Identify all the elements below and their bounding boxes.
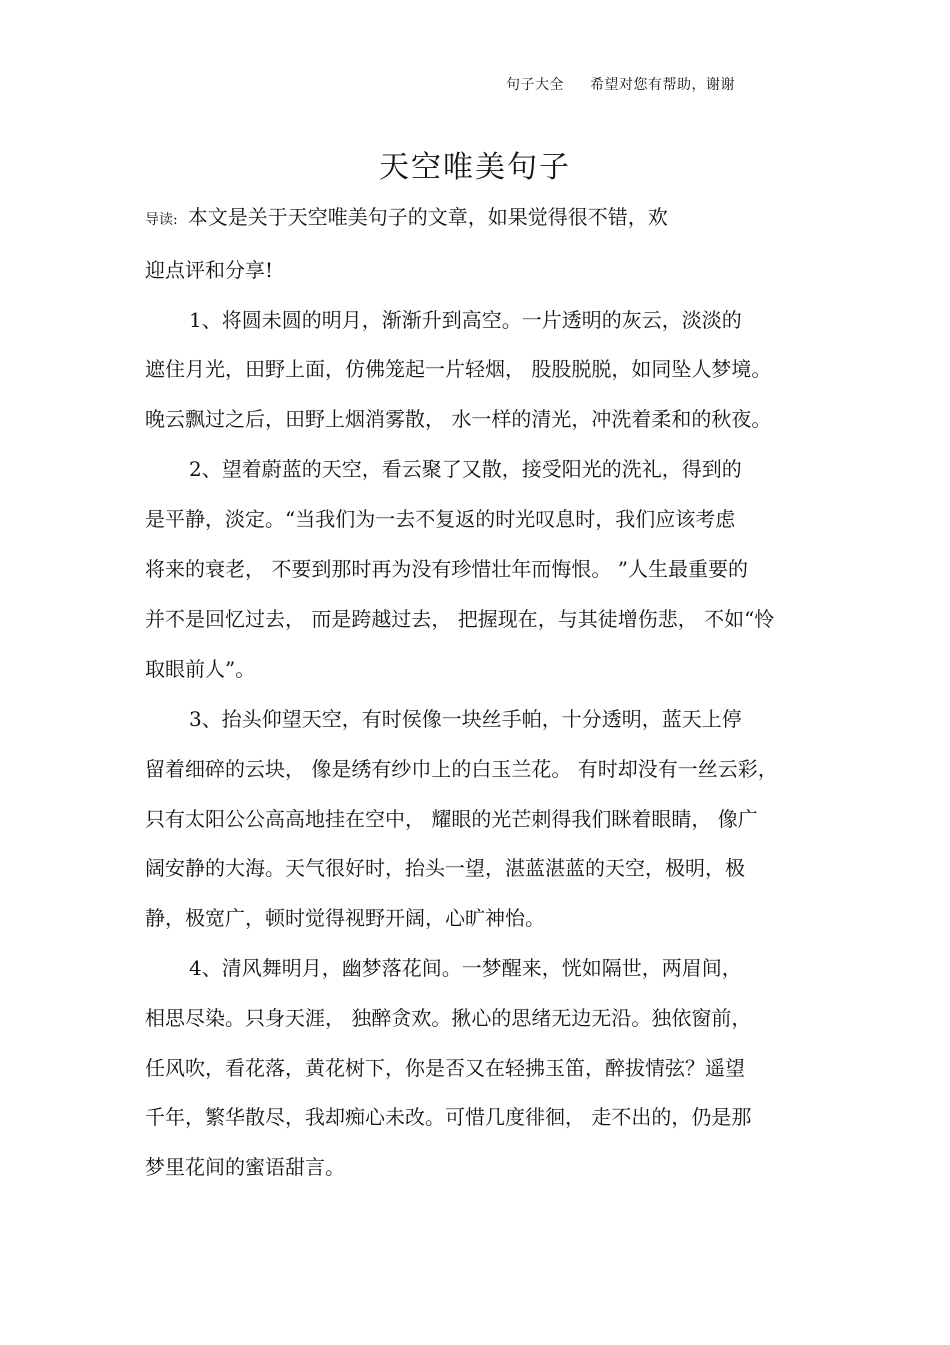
intro-line-2: 迎点评和分享!: [145, 258, 274, 282]
intro-text-1: 本文是关于天空唯美句子的文章，如果觉得很不错，欢: [187, 205, 668, 229]
paragraph-4-line-2: 相思尽染。只身天涯， 独醉贪欢。揪心的思绪无边无沿。独依窗前，: [145, 1006, 752, 1030]
paragraph-2-line-1: 2、望着蔚蓝的天空，看云聚了又散，接受阳光的洗礼，得到的: [189, 457, 742, 481]
paragraph-3-line-4: 阔安静的大海。天气很好时，抬头一望，湛蓝湛蓝的天空，极明，极: [145, 856, 745, 880]
paragraph-1-line-2: 遮住月光，田野上面，仿佛笼起一片轻烟， 股股脱脱，如同坠人梦境。: [145, 357, 772, 381]
paragraph-2-line-3: 将来的衰老， 不要到那时再为没有珍惜壮年而悔恨。 ”人生最重要的: [145, 557, 748, 581]
paragraph-2-line-4: 并不是回忆过去， 而是跨越过去， 把握现在，与其徒增伤悲， 不如“怜: [145, 607, 775, 631]
document-title: 天空唯美句子: [379, 150, 571, 185]
intro-label: 导读:: [145, 212, 178, 228]
paragraph-1-line-1: 1、将圆未圆的明月，渐渐升到高空。一片透明的灰云，淡淡的: [189, 308, 742, 332]
paragraph-2-line-2: 是平静，淡定。“当我们为一去不复返的时光叹息时，我们应该考虑: [145, 507, 736, 531]
header-thanks-note: 希望对您有帮助，谢谢: [590, 77, 735, 93]
header-site-name: 句子大全: [506, 77, 564, 93]
paragraph-4-line-1: 4、清风舞明月，幽梦落花间。一梦醒来，恍如隔世，两眉间，: [189, 956, 742, 980]
intro-line-1: [145, 204, 668, 233]
paragraph-4-line-3: 任风吹，看花落，黄花树下，你是否又在轻拂玉笛，醉拔情弦？遥望: [145, 1056, 745, 1080]
paragraph-4-line-5: 梦里花间的蜜语甜言。: [145, 1155, 345, 1179]
paragraph-3-line-1: 3、抬头仰望天空，有时侯像一块丝手帕，十分透明，蓝天上停: [189, 707, 742, 731]
paragraph-1-line-3: 晚云飘过之后，田野上烟消雾散， 水一样的清光，冲洗着柔和的秋夜。: [145, 407, 772, 431]
paragraph-4-line-4: 千年，繁华散尽，我却痴心未改。可惜几度徘徊， 走不出的，仍是那: [145, 1105, 752, 1129]
paragraph-3-line-2: 留着细碎的云块， 像是绣有纱巾上的白玉兰花。 有时却没有一丝云彩，: [145, 757, 778, 781]
paragraph-3-line-3: 只有太阳公公高高地挂在空中， 耀眼的光芒刺得我们眯着眼睛， 像广: [145, 807, 758, 831]
paragraph-2-line-5: 取眼前人”。: [145, 657, 256, 681]
page-header: [506, 74, 735, 94]
paragraph-3-line-5: 静，极宽广，顿时觉得视野开阔，心旷神怡。: [145, 906, 545, 930]
